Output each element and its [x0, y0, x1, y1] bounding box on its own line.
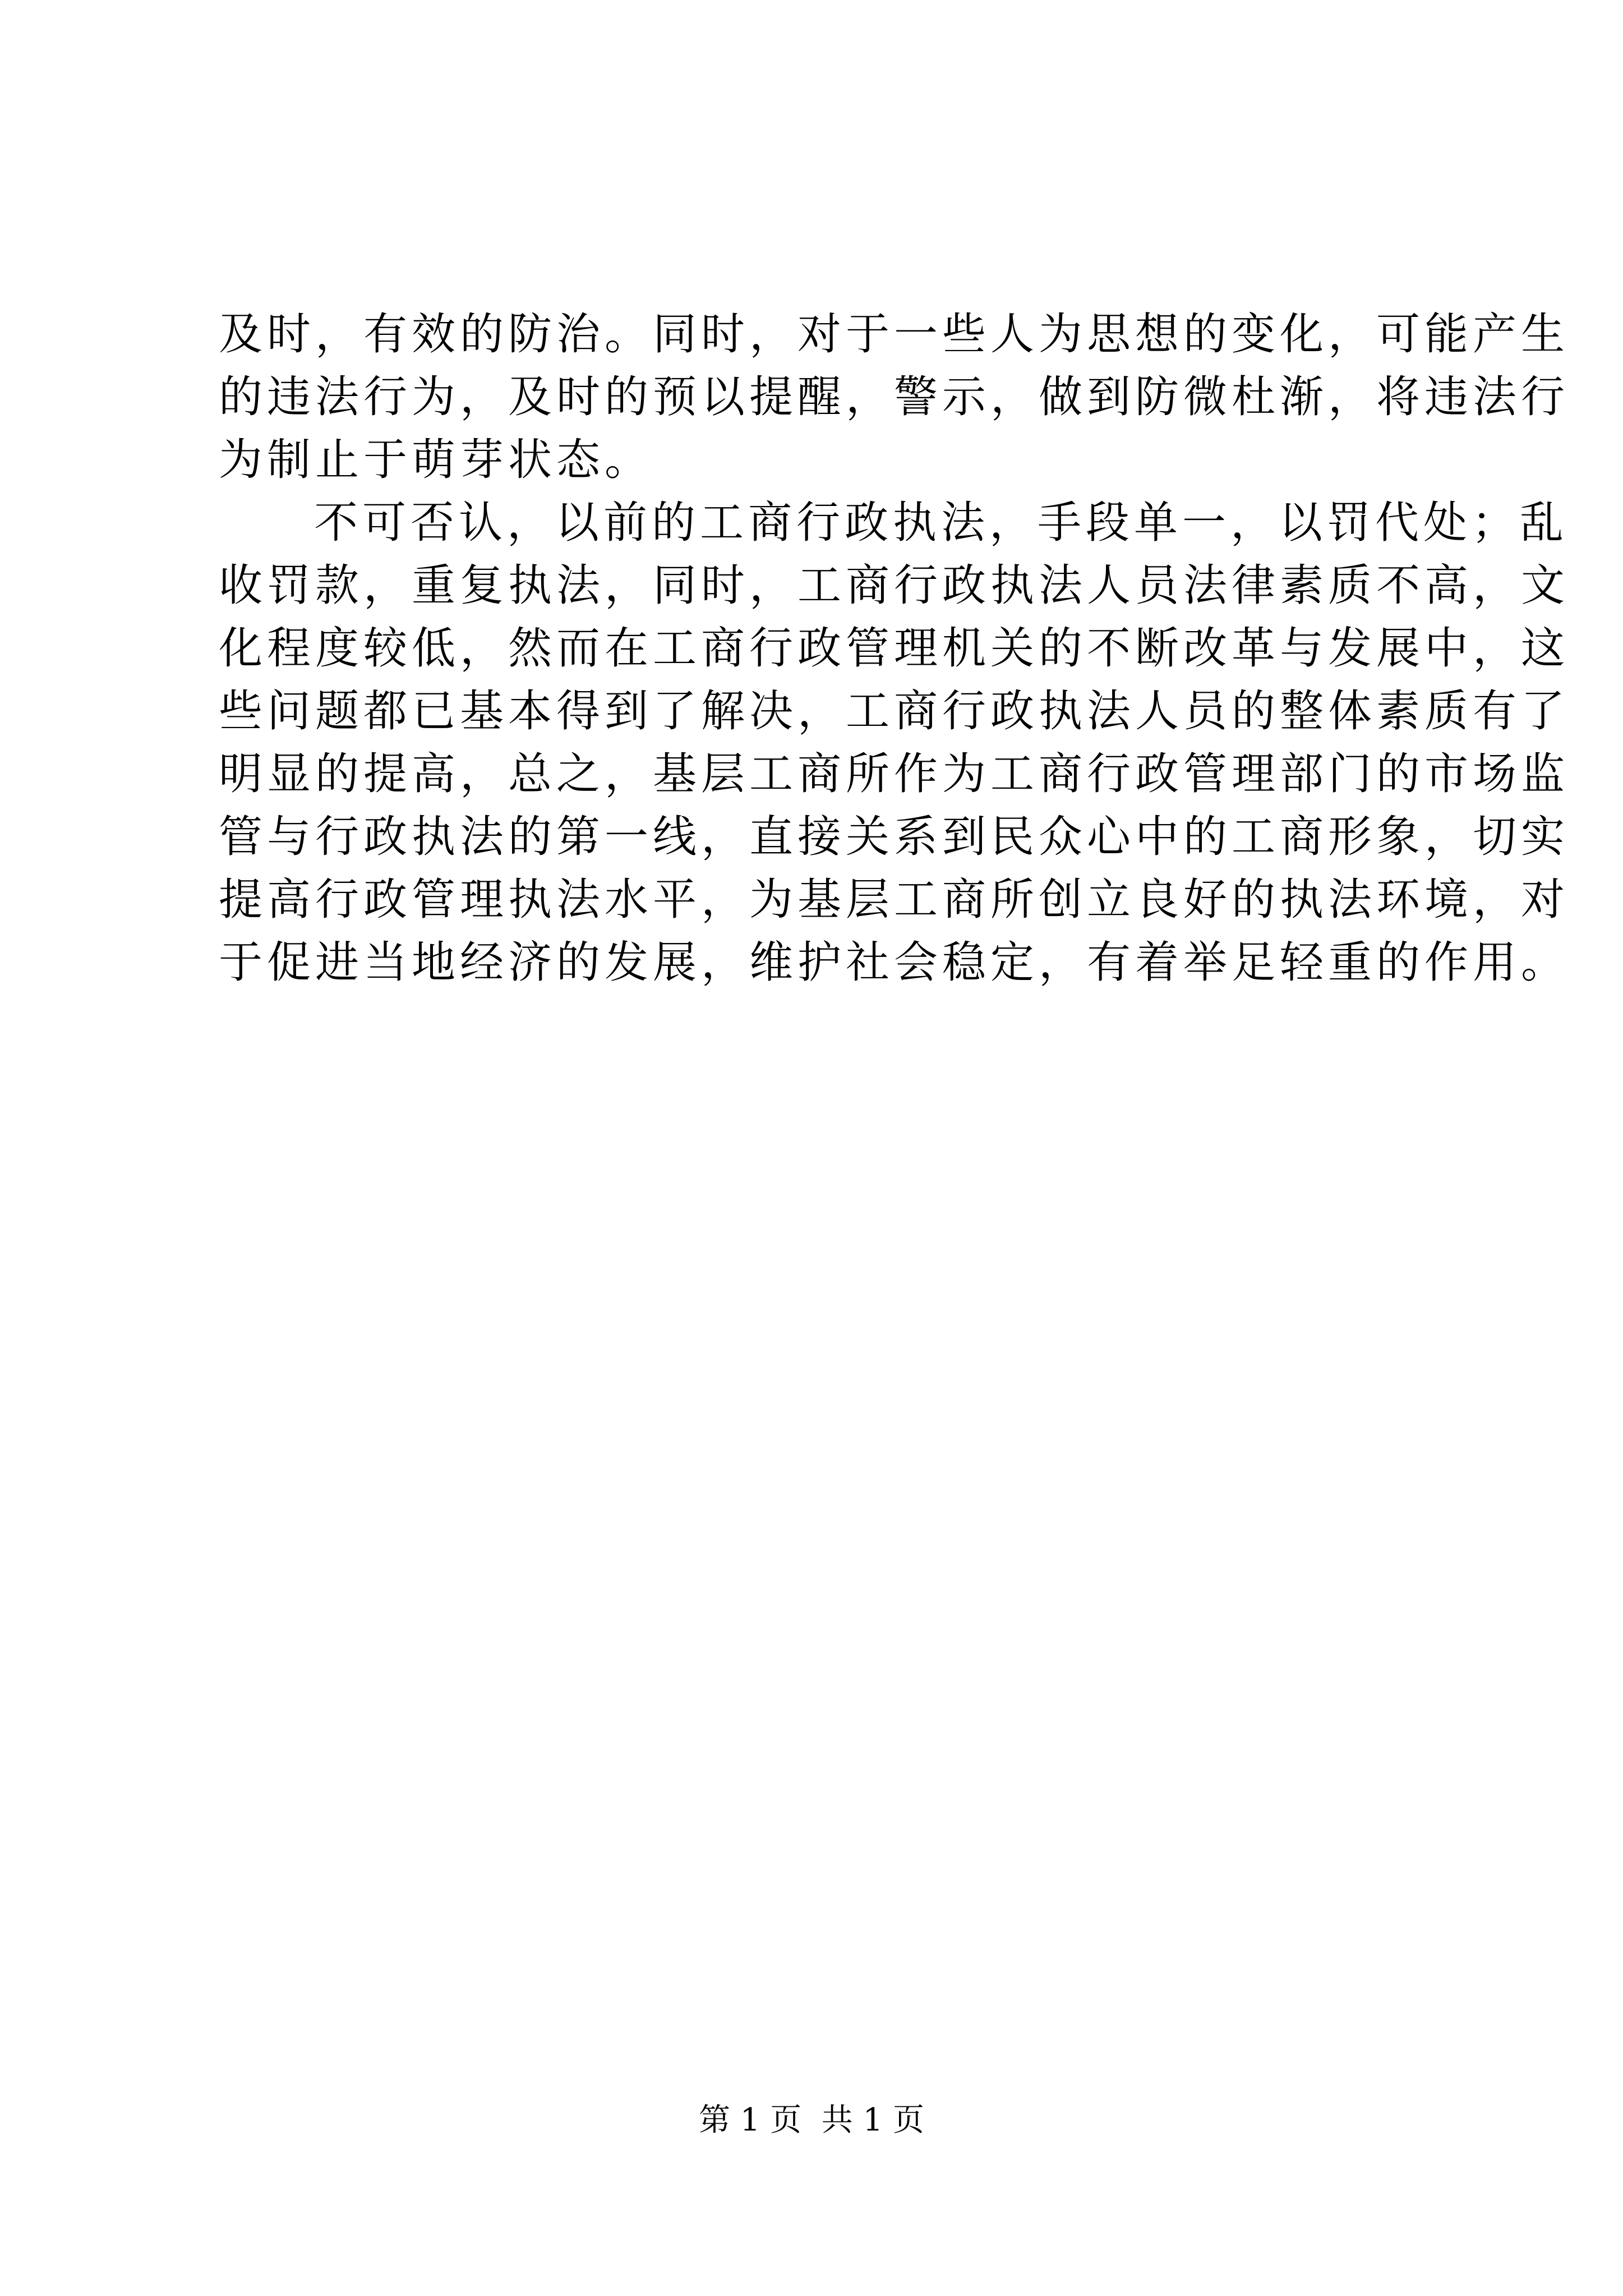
text-line: 于促进当地经济的发展，维护社会稳定，有着举足轻重的作用。	[219, 937, 1570, 988]
text-line: 提高行政管理执法水平，为基层工商所创立良好的执法环境，对	[219, 875, 1570, 925]
text-line: 管与行政执法的第一线，直接关系到民众心中的工商形象，切实	[219, 812, 1570, 862]
page-number-footer: 第 1 页 共 1 页	[698, 2102, 925, 2138]
text-line: 及时，有效的防治。同时，对于一些人为思想的变化，可能产生	[219, 309, 1570, 360]
text-line: 明显的提高，总之，基层工商所作为工商行政管理部门的市场监	[219, 749, 1570, 799]
paragraph-1	[219, 303, 1570, 491]
text-line: 的违法行为，及时的预以提醒，警示，做到防微杜渐，将违法行	[219, 372, 1570, 422]
text-line: 不可否认，以前的工商行政执法，手段单一，以罚代处；乱	[314, 498, 1569, 548]
text-line: 为制止于萌芽状态。	[219, 435, 653, 485]
paragraph-2	[219, 491, 1570, 994]
text-line: 些问题都已基本得到了解决，工商行政执法人员的整体素质有了	[219, 686, 1570, 737]
text-line: 收罚款，重复执法，同时，工商行政执法人员法律素质不高，文	[219, 560, 1570, 611]
document-body	[219, 303, 1570, 994]
text-line: 化程度较低，然而在工商行政管理机关的不断改革与发展中，这	[219, 623, 1570, 674]
